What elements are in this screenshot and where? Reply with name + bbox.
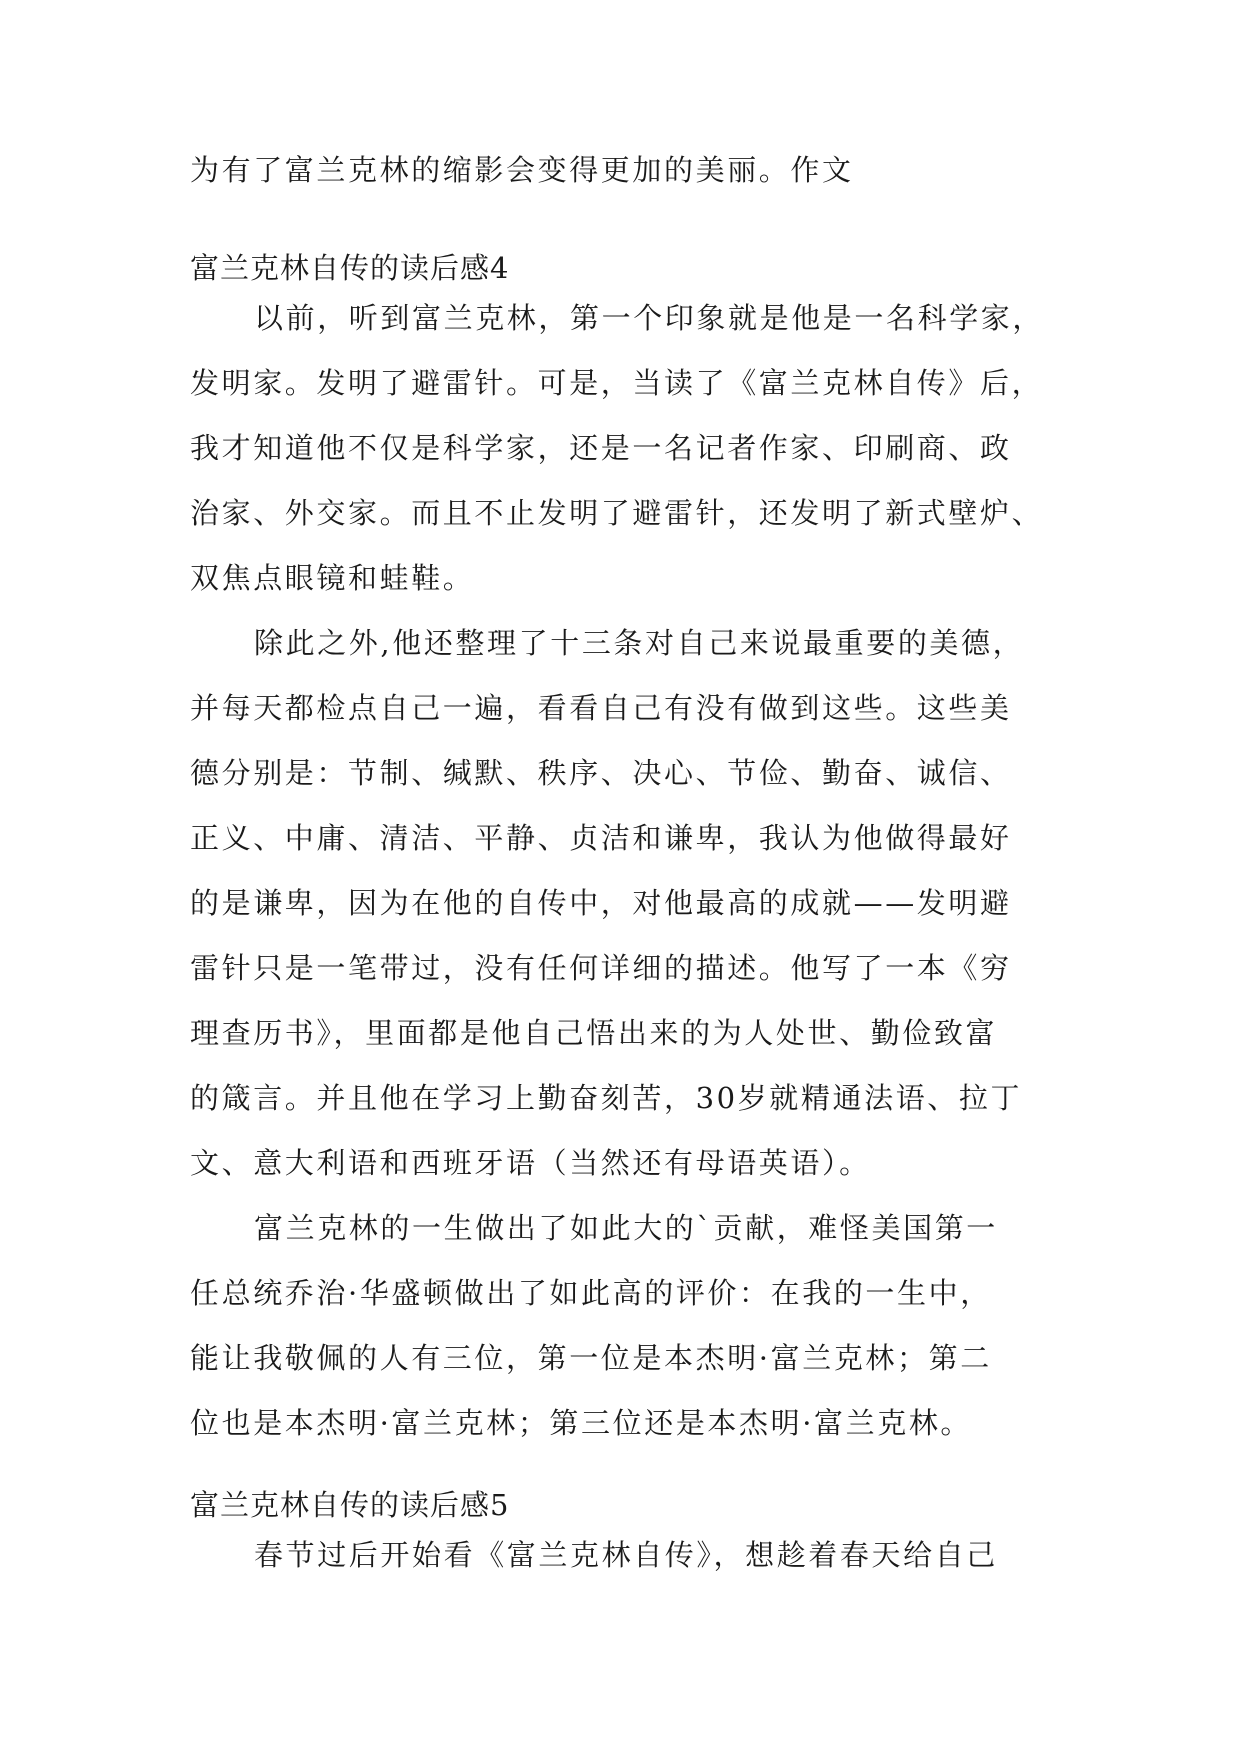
text-line: 我才知道他不仅是科学家，还是一名记者作家、印刷商、政 [190, 431, 1012, 465]
text-line: 双焦点眼镜和蛙鞋。 [190, 561, 475, 595]
text-line: 正义、中庸、清洁、平静、贞洁和谦卑，我认为他做得最好 [190, 821, 1012, 855]
text-line: 治家、外交家。而且不止发明了避雷针，还发明了新式壁炉、 [190, 496, 1044, 530]
section-4 [190, 246, 1070, 1445]
text-line: 的箴言。并且他在学习上勤奋刻苦，30岁就精通法语、拉丁 [190, 1081, 1023, 1115]
text-line: 能让我敬佩的人有三位，第一位是本杰明·富兰克林；第二 [190, 1341, 992, 1375]
paragraph [190, 621, 1070, 1185]
section-5 [190, 1483, 1070, 1577]
text-line: 发明家。发明了避雷针。可是，当读了《富兰克林自传》后， [190, 366, 1044, 400]
text-line: 文、意大利语和西班牙语（当然还有母语英语）。 [190, 1146, 871, 1180]
text-line: 位也是本杰明·富兰克林；第三位还是本杰明·富兰克林。 [190, 1406, 973, 1440]
section-title: 富兰克林自传的读后感4 [190, 251, 510, 285]
text-line: 雷针只是一笔带过，没有任何详细的描述。他写了一本《穷 [190, 951, 1012, 985]
text-line: 并每天都检点自己一遍，看看自己有没有做到这些。这些美 [190, 691, 1012, 725]
paragraph [190, 1533, 1070, 1577]
section-title: 富兰克林自传的读后感5 [190, 1488, 510, 1522]
text-line: 理查历书》，里面都是他自己悟出来的为人处世、勤俭致富 [190, 1016, 998, 1050]
text-line: 除此之外,他还整理了十三条对自己来说最重要的美德， [254, 626, 1025, 660]
text-line: 德分别是：节制、缄默、秩序、决心、节俭、勤奋、诚信、 [190, 756, 1012, 790]
text-line: 以前，听到富兰克林，第一个印象就是他是一名科学家， [254, 301, 1045, 335]
text-line: 富兰克林的一生做出了如此大的`贡献，难怪美国第一 [254, 1211, 998, 1245]
document-body [190, 148, 1070, 1615]
text-line: 的是谦卑，因为在他的自传中，对他最高的成就——发明避 [190, 886, 1012, 920]
paragraph [190, 296, 1070, 600]
paragraph [190, 1206, 1070, 1445]
text-line: 春节过后开始看《富兰克林自传》，想趁着春天给自己 [254, 1538, 998, 1572]
text-line: 任总统乔治·华盛顿做出了如此高的评价：在我的一生中， [190, 1276, 992, 1310]
lead-line: 为有了富兰克林的缩影会变得更加的美丽。作文 [190, 153, 854, 187]
